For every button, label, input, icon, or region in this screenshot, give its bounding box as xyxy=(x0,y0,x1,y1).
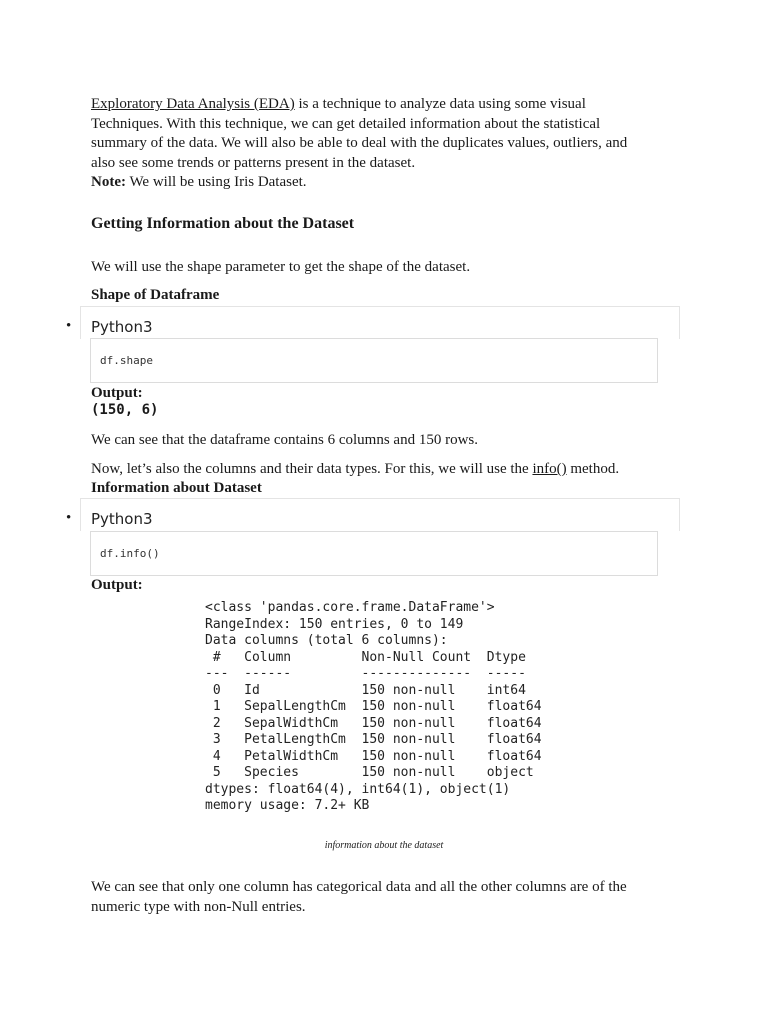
intro-line-3: summary of the data. We will also be able to deal with the duplicates values, outliers, and xyxy=(91,135,628,151)
console-line: # Column Non-Null Count Dtype xyxy=(205,649,542,665)
console-line: dtypes: float64(4), int64(1), object(1) xyxy=(205,781,511,797)
console-line: 1 SepalLengthCm 150 non-null float64 xyxy=(205,699,542,714)
code-tab-python3-1[interactable]: Python3 xyxy=(91,318,153,336)
note-line xyxy=(91,173,731,193)
bullet-1: • xyxy=(66,318,72,334)
console-line: 4 PetalWidthCm 150 non-null float64 xyxy=(205,748,542,764)
output-label-2: Output: xyxy=(91,577,143,593)
intro-line-4: also see some trends or patterns present in the dataset. xyxy=(91,154,416,171)
info-intro-after: method. xyxy=(566,461,620,477)
info-heading: Information about Dataset xyxy=(91,480,262,496)
console-line: --- ------ -------------- ----- xyxy=(205,666,542,681)
console-line: 2 SepalWidthCm 150 non-null float64 xyxy=(205,715,542,731)
console-line: memory usage: 7.2+ KB xyxy=(205,798,370,813)
bullet-2: • xyxy=(66,510,72,526)
shape-heading: Shape of Dataframe xyxy=(91,287,220,303)
output-value-1: (150, 6) xyxy=(91,402,159,418)
info-intro-text xyxy=(91,460,619,480)
code-block-2[interactable] xyxy=(90,531,658,576)
intro-paragraph xyxy=(91,95,731,193)
code-text-2: df.info() xyxy=(100,547,160,560)
eda-link[interactable]: Exploratory Data Analysis (EDA) xyxy=(91,96,295,112)
code-block-1[interactable] xyxy=(90,338,658,383)
shape-intro-text: We will use the shape parameter to get the shape of the dataset. xyxy=(91,259,471,275)
info-console-output xyxy=(205,600,542,815)
output-label-1: Output: xyxy=(91,385,143,401)
code-text-1: df.shape xyxy=(100,354,153,367)
section-heading: Getting Information about the Dataset xyxy=(91,215,355,232)
intro-line-1-text: is a technique to analyze data using some visual xyxy=(294,96,586,112)
conclusion-line-2: numeric type with non-Null entries. xyxy=(91,898,306,915)
console-line: <class 'pandas.core.frame.DataFrame'> xyxy=(205,600,495,615)
console-line: Data columns (total 6 columns): xyxy=(205,633,448,648)
console-line: RangeIndex: 150 entries, 0 to 149 xyxy=(205,616,464,632)
conclusion-paragraph xyxy=(91,878,731,917)
code-tab-frame-1 xyxy=(80,306,680,339)
intro-line-1 xyxy=(91,95,731,115)
info-method-link[interactable]: info() xyxy=(532,461,567,477)
image-caption: information about the dataset xyxy=(324,840,444,851)
code-tab-python3-2[interactable]: Python3 xyxy=(91,510,153,528)
console-line: 3 PetalLengthCm 150 non-null float64 xyxy=(205,732,542,747)
note-text: We will be using Iris Dataset. xyxy=(125,174,307,190)
console-line: 5 Species 150 non-null object xyxy=(205,765,542,780)
note-label: Note: xyxy=(91,174,126,190)
shape-result-text: We can see that the dataframe contains 6 columns and 150 rows. xyxy=(91,432,478,448)
code-tab-frame-2 xyxy=(80,498,680,531)
console-line: 0 Id 150 non-null int64 xyxy=(205,682,542,698)
intro-line-2: Techniques. With this technique, we can get detailed information about the statistical xyxy=(91,115,601,132)
info-intro-before: Now, let’s also the columns and their data types. For this, we will use the xyxy=(91,461,533,477)
conclusion-line-1: We can see that only one column has categorical data and all the other columns are of the xyxy=(91,879,627,895)
